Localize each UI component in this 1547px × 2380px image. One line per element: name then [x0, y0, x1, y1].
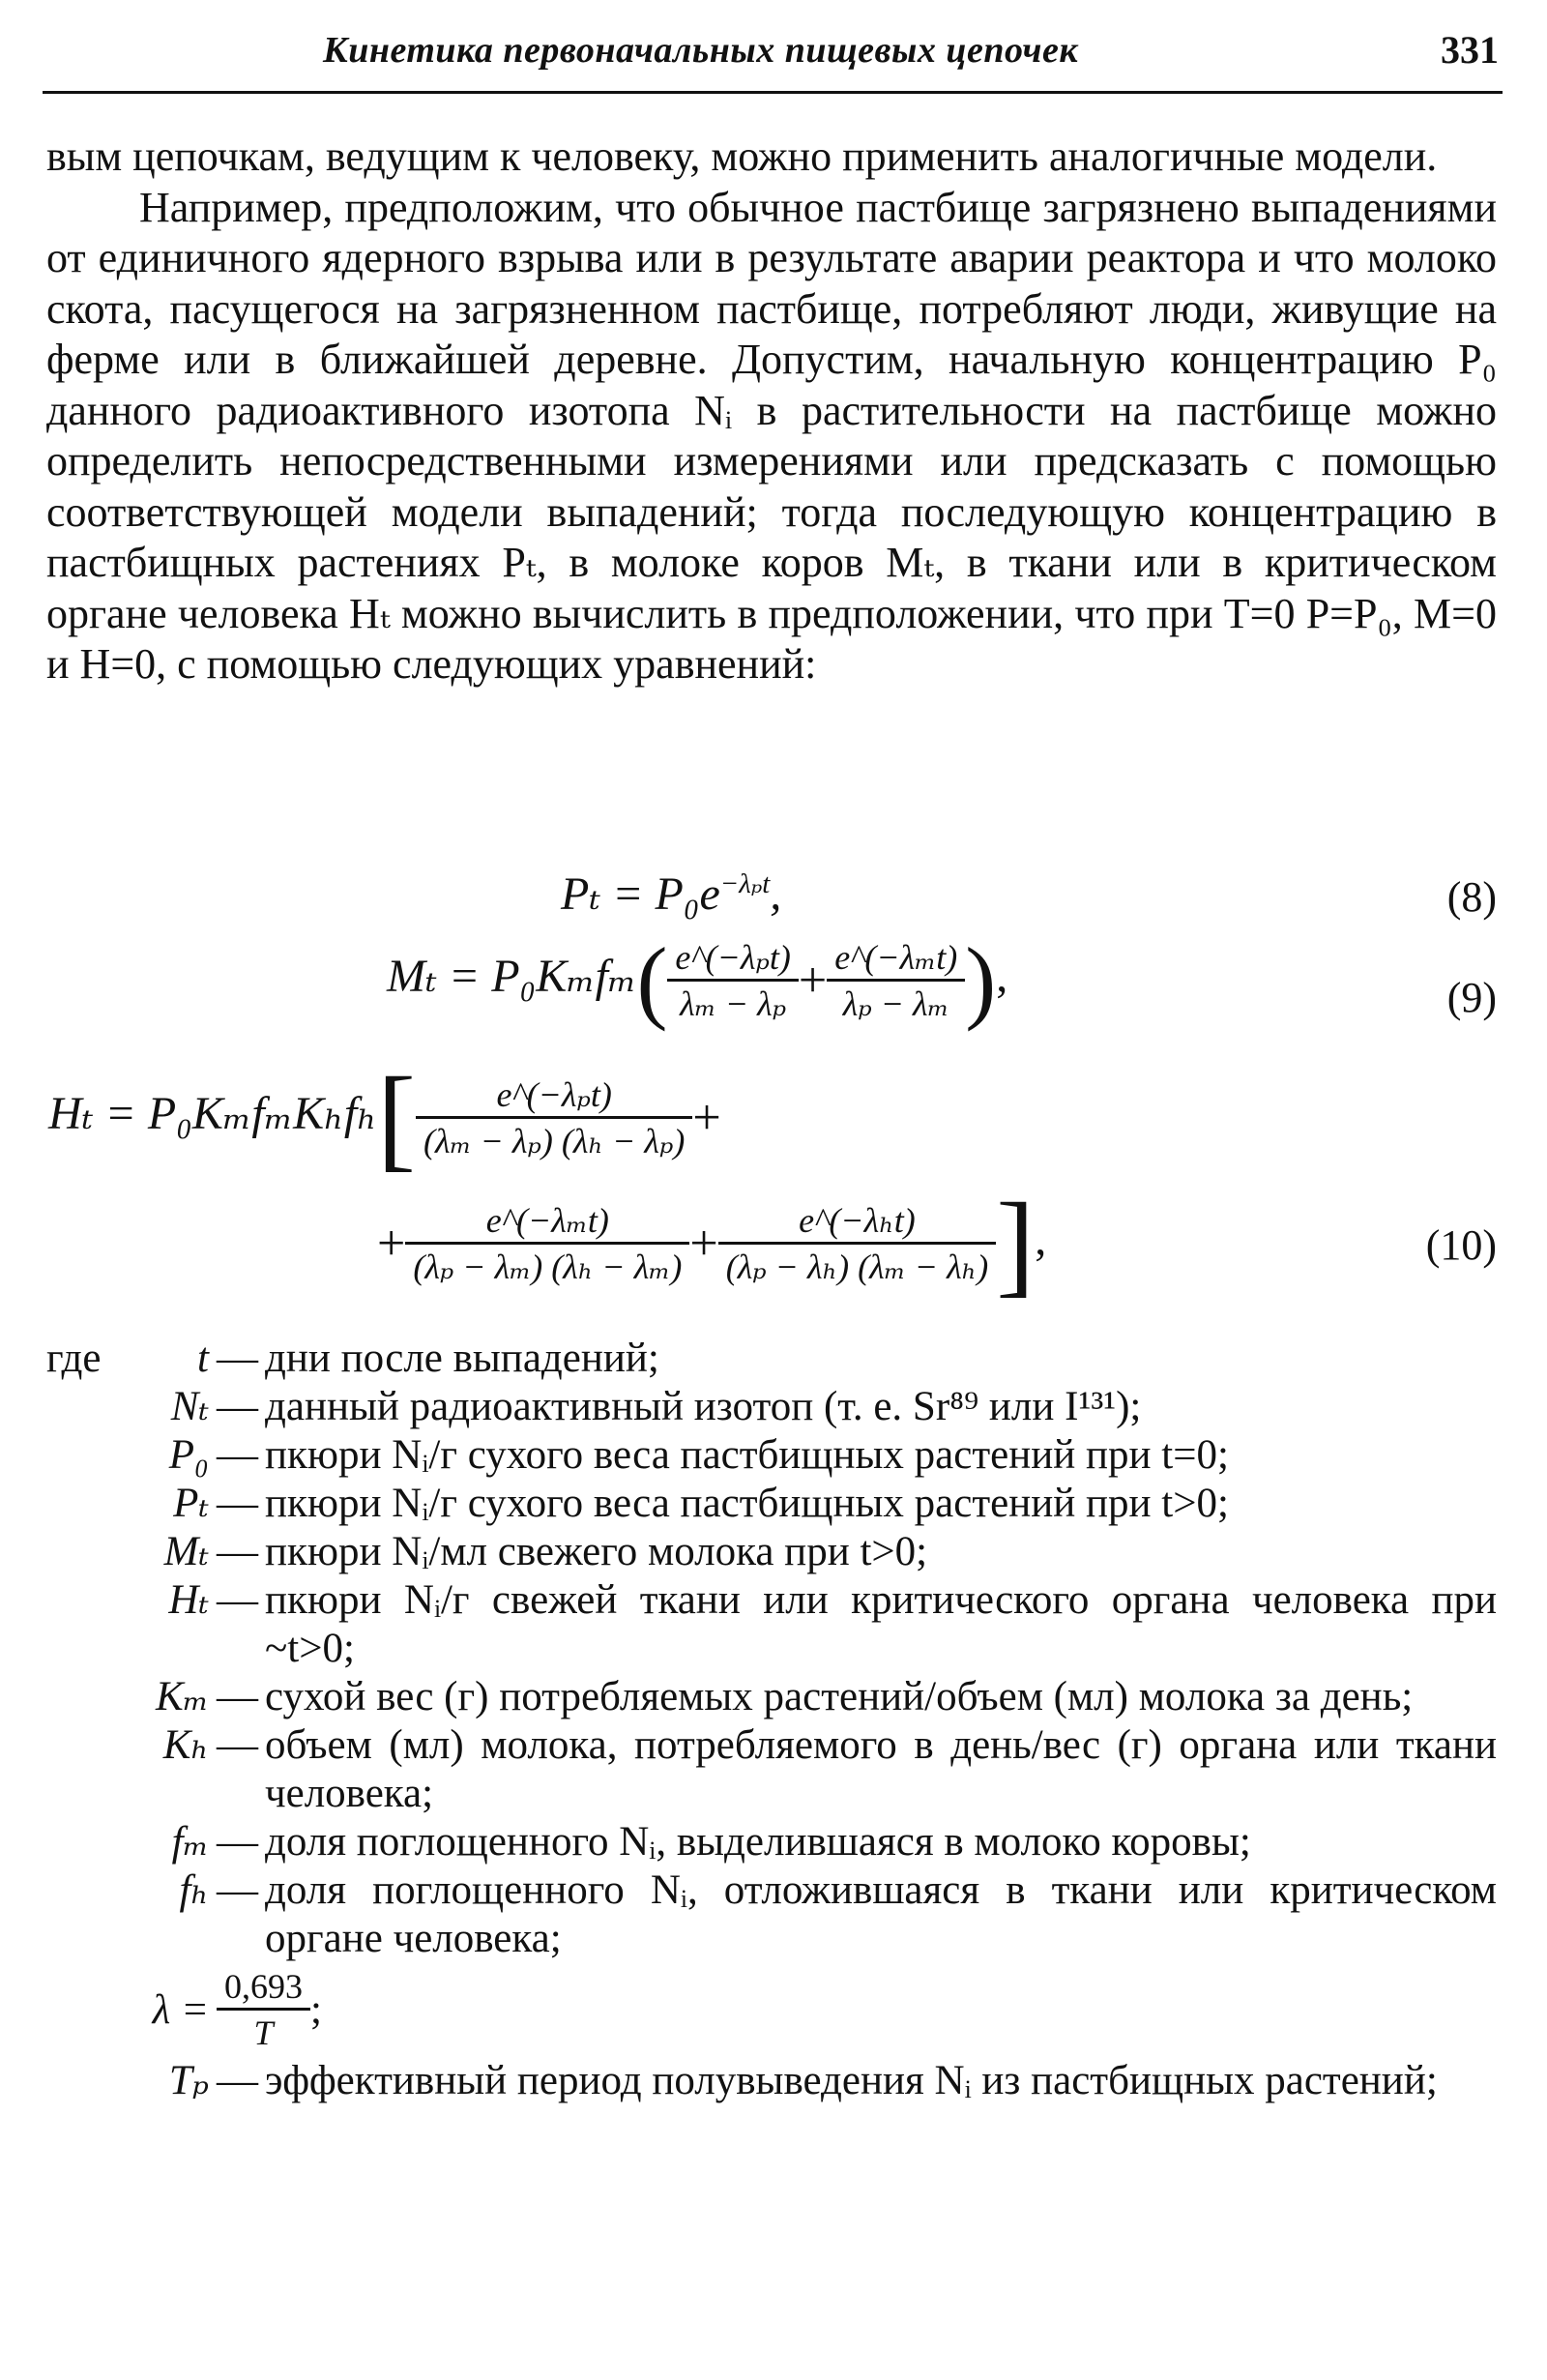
definition-text: доля поглощенного Nᵢ, выделившаяся в молоко коровы;: [265, 1819, 1251, 1865]
definition-symbol: Kₘ: [155, 1674, 209, 1719]
right-paren: ): [965, 928, 997, 1032]
definition-text: дни после выпадений;: [265, 1336, 659, 1381]
fraction-denominator: (λₘ − λₚ) (λₕ − λₚ): [416, 1116, 692, 1163]
fraction-numerator: 0,693: [224, 1967, 303, 2006]
equation-8: [561, 867, 781, 921]
definition-symbol: Mₜ: [163, 1529, 209, 1574]
definition-row: [46, 1866, 1497, 1963]
definition-text: эффективный период полувыведения Nᵢ из пастбищных растений;: [265, 2058, 1438, 2103]
definition-dash: —: [217, 1336, 258, 1381]
fraction-denominator: λₚ − λₘ: [827, 979, 965, 1026]
paragraph-continuation: вым цепочкам, ведущим к человеку, можно применить аналогичные модели.: [46, 132, 1438, 180]
plus-sign: +: [377, 1216, 406, 1272]
definition-dash: —: [217, 1819, 258, 1865]
definition-dash: —: [217, 1432, 258, 1478]
paragraph-main: Например, предположим, что обычное пастбище загрязнено выпадениями от единичного ядерного взрыва или в результате аварии реактора и что молоко скота, пасущегося на загрязненном пастбище, потребляют люди, живущие на ферме или в ближайшей деревне. Допустим, начальную концентрацию P₀ данного радиоактивного изотопа Nᵢ в растительности на пастбище можно определить непосредственными измерениями или предсказать с помощью соответствующей модели выпадений; тогда последующую концентрацию в пастбищных растениях Pₜ, в молоке коров Mₜ, в ткани или в критическом органе человека Hₜ можно вычислить в предположении, что при T=0 P=P₀, M=0 и H=0, с помощью следующих уравнений:: [46, 183, 1497, 688]
definition-dash: —: [217, 1481, 258, 1526]
equation-10-fraction-1: [416, 1073, 692, 1163]
definition-row: [46, 2057, 1497, 2105]
equation-9-fraction-1: [667, 936, 798, 1026]
equation-9-fraction-2: [827, 936, 965, 1026]
equation-9: [387, 928, 1008, 1032]
fraction-numerator: e^(−λₚt): [675, 937, 791, 977]
definition-dash: —: [217, 2058, 258, 2103]
left-bracket: [: [377, 1053, 416, 1182]
comma: ,: [1035, 1214, 1047, 1266]
definition-row: [46, 1480, 1497, 1528]
where-word: где: [46, 1336, 102, 1381]
definition-text: данный радиоактивный изотоп (т. е. Sr⁸⁹ или I¹³¹);: [265, 1384, 1142, 1429]
definition-symbol: λ =: [152, 1986, 209, 2033]
equation-9-lhs: Mₜ = P₀Kₘfₘ: [387, 951, 637, 1003]
fraction-numerator: e^(−λₘt): [834, 937, 958, 977]
definition-symbol: P₀: [168, 1432, 209, 1478]
body-text: [46, 132, 1497, 690]
equation-8-lhs: Pₜ = P₀e: [561, 868, 720, 920]
definition-dash: —: [217, 1867, 258, 1913]
running-title: Кинетика первоначальных пищевых цепочек: [323, 30, 1079, 71]
definition-symbol: Hₜ: [168, 1577, 209, 1623]
fraction-numerator: e^(−λₘt): [485, 1200, 609, 1240]
definition-row: [46, 1335, 1497, 1383]
definition-dash: —: [217, 1722, 258, 1768]
definition-text: пкюри Nᵢ/г сухого веса пастбищных растений при t=0;: [265, 1432, 1229, 1478]
page-number: 331: [1441, 28, 1499, 72]
lambda-fraction: [217, 1965, 310, 2055]
fraction-numerator: e^(−λₕt): [799, 1200, 916, 1240]
right-bracket: ]: [996, 1179, 1036, 1308]
page-header: [43, 21, 1503, 94]
equation-10-lhs: Hₜ = P₀KₘfₘKₕfₕ: [48, 1088, 378, 1140]
fraction-denominator: (λₚ − λₕ) (λₘ − λₕ): [718, 1242, 997, 1289]
semicolon: ;: [310, 1986, 322, 2033]
plus-sign: +: [798, 953, 828, 1009]
definition-dash: —: [217, 1674, 258, 1719]
definitions-list: [46, 1335, 1497, 2105]
definition-symbol: Kₕ: [162, 1722, 209, 1768]
definition-text: сухой вес (г) потребляемых растений/объем (мл) молока за день;: [265, 1674, 1414, 1719]
equation-8-tail: ,: [770, 868, 782, 920]
fraction-denominator: (λₚ − λₘ) (λₕ − λₘ): [405, 1242, 689, 1289]
definition-row: [46, 1673, 1497, 1721]
definition-dash: —: [217, 1384, 258, 1429]
equation-9-number: (9): [1446, 974, 1497, 1021]
definition-dash: —: [217, 1577, 258, 1623]
definition-row: [46, 1383, 1497, 1431]
fraction-denominator: λₘ − λₚ: [667, 979, 798, 1026]
definition-text: доля поглощенного Nᵢ, отложившаяся в ткани или критическом органе человека;: [265, 1867, 1497, 1961]
comma: ,: [996, 951, 1008, 1003]
definition-row: [46, 1576, 1497, 1673]
definition-symbol: Pₜ: [173, 1481, 209, 1526]
definition-text: объем (мл) молока, потребляемого в день/вес (г) органа или ткани человека;: [265, 1722, 1497, 1816]
left-paren: (: [636, 928, 668, 1032]
equation-8-exponent: −λₚt: [719, 868, 771, 899]
definition-row-lambda: [46, 1965, 1497, 2055]
definition-symbol: Nₜ: [170, 1384, 209, 1429]
definition-row: [46, 1721, 1497, 1818]
plus-sign: +: [689, 1216, 718, 1272]
equation-10-line-1: [48, 1053, 721, 1182]
definition-symbol: t: [197, 1336, 209, 1381]
definition-text: пкюри Nᵢ/мл свежего молока при t>0;: [265, 1529, 928, 1574]
fraction-denominator: T: [217, 2008, 310, 2055]
definition-row: [46, 1431, 1497, 1480]
definition-dash: —: [217, 1529, 258, 1574]
equation-10-number: (10): [1425, 1221, 1497, 1269]
equation-8-number: (8): [1446, 873, 1497, 921]
definition-symbol: fₕ: [179, 1867, 209, 1913]
plus-sign: +: [692, 1090, 721, 1146]
equation-10-fraction-3: [718, 1199, 997, 1289]
fraction-numerator: e^(−λₚt): [496, 1074, 612, 1114]
definition-row: [46, 1818, 1497, 1866]
equation-10-fraction-2: [405, 1199, 689, 1289]
definition-symbol: fₘ: [171, 1819, 209, 1865]
definition-symbol: Tₚ: [168, 2058, 209, 2103]
definition-text: пкюри Nᵢ/г свежей ткани или критического органа человека при ~t>0;: [265, 1577, 1497, 1671]
definition-text: пкюри Nᵢ/г сухого веса пастбищных растений при t>0;: [265, 1481, 1229, 1526]
definition-row: [46, 1528, 1497, 1576]
equation-10-line-2: [377, 1179, 1047, 1308]
